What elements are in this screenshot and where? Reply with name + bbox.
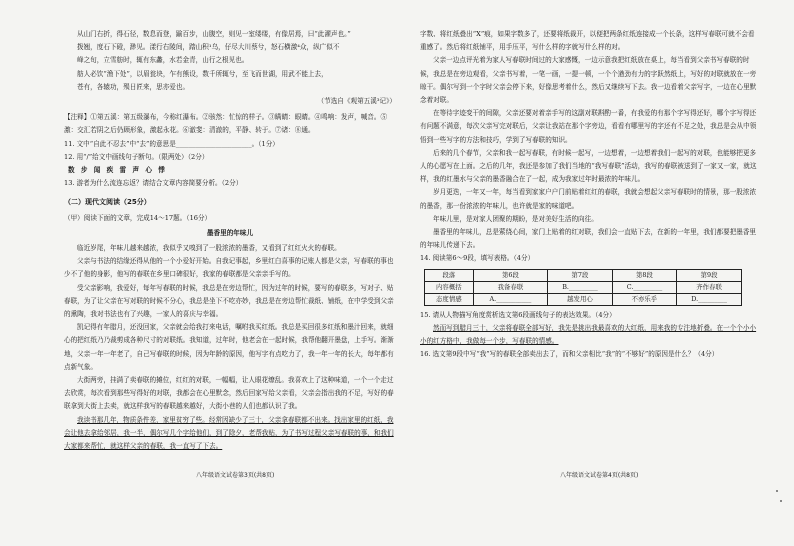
question-15: 15. 请从人物描写角度赏析选文第6段画线句子的表达效果。（4分）	[420, 310, 616, 319]
article-paragraph: 我读书那几年，物质条件差，家里贫穷了些。经常因缺少了三十，父亲拿春联都不出来。找出家里的红纸，我会让他去拿给邻居，我一半，偶尔写几个字给他们，到了除夕，老帮我贴，为了书写过程父亲写春联的事，和我们大家都来帮忙，就这样父亲的春联，我一直写了下去。	[64, 415, 394, 451]
question-11: 11. 文中“自此不忍去”中“去”的意思是_______________________。（1分）	[64, 139, 279, 148]
poem-source: （节选自《观第五溪³记》）	[317, 97, 396, 106]
question-14: 14. 阅读第6～9段，填写表格。（4分）	[420, 254, 535, 263]
table-cell: 第9段	[677, 269, 742, 281]
article-paragraph: 字数、将红纸叠出“X”痕，如果字数多了，还要将纸裁开，以便把两条红纸连接成一个长条，这样写春联可就不会看重感了。然后将红纸铺平，用手压平，写什么样的字就写什么样的对。	[420, 30, 755, 52]
question-16: 16. 选文第9段中写“我”写的春联全部卖出去了，而和父亲相比“我”的“不够好”的原因是什么？（4分）	[420, 350, 719, 359]
table-row	[425, 293, 742, 305]
question-12: 12. 用“/”给文中画线句子断句。（限两处）（2分）	[64, 152, 209, 161]
article-paragraph: 墨香里的年味儿，总是萦绕心间，家门上贴着的红对联，我们会一直贴下去，在新的一年里，我们都要把墨香里的年味儿传递下去。	[420, 228, 757, 250]
left-page-footer: 八年级语文试卷第3页(共8页)	[196, 472, 275, 479]
article-paragraph: 父亲一边点评光着为家人写春联时间过的大家感慨，一边示意我把红纸放在桌上，每当看到父亲书写春联的时候，我总是在旁边观看，父亲书写着，一笔一画，一提一顿，一个个遒劲有力的字跃然纸上，写好的对联就放在一旁晾干。偶尔写到一个字时父亲会停下来，好像思考着什么，然后又继续写下去。我一边看着父亲写字，一边在心里默念着对联。	[420, 56, 757, 105]
table-cell: 第8段	[612, 269, 676, 281]
question-15-quote: 然而写到腊月三十，父亲将春联全部写好，我先是挑出我最喜欢的大红纸，用来我的专注地折叠。在一个个小小小的红方格中，我做每一个步，写春联的情感。	[420, 323, 757, 346]
question-12-sentence: 数 步 闻 疾 雷 声 心 悸	[68, 166, 167, 175]
right-page-footer: 八年级语文试卷第4页(共8页)	[560, 472, 639, 479]
question-13: 13. 游者为什么流连忘返？请结合文章内容简要分析。（2分）	[64, 179, 243, 188]
table-cell: 内容概括	[425, 281, 474, 293]
table-cell: 第7段	[548, 269, 613, 281]
table-cell: 不亦乐乎	[612, 293, 676, 305]
article-paragraph: 年味儿里，是对家人团聚的期盼，是对美好生活的向往。	[433, 214, 598, 223]
article-paragraph: 凯记得有年腊月，还没回家，父亲就会给我打来电话，嘱咐我买红纸。我总是买回很多红纸和墨汁回来，就细心的把红纸乃乃裁剪成各种尺寸的对联纸。我知道，过年时，他老会在一起时候，我帮他翻开墨盘，上手写。渐渐地，父亲一年一年老了，自己写春联的时候，因为年龄的原因，他写字有点吃力了，我一年一年的长大，每年都有点新气象。	[64, 323, 394, 371]
answer-table	[424, 269, 742, 306]
table-cell: 段落	[425, 269, 474, 281]
scan-speck	[780, 500, 782, 502]
section-subheading: （甲）阅读下面的文章，完成14～17题。（16分）	[64, 213, 212, 222]
table-cell: D._________	[677, 293, 742, 305]
article-paragraph: 父亲与书法的结缘还得从他的一个小爱好开始。自我记事起，乡里红白喜事的记账人都是父亲，写春联的事也少不了他的身影，他写的春联在乡里口碑很好，我家的春联都是父亲亲手写的。	[64, 257, 394, 279]
table-cell: 第6段	[473, 269, 548, 281]
table-header-row	[425, 269, 742, 281]
table-cell: 齐作春联	[677, 281, 742, 293]
section-heading: （二）现代文阅读（25分）	[64, 198, 151, 207]
article-title: 墨香里的年味儿	[206, 228, 254, 237]
right-page	[420, 28, 758, 468]
scan-speck	[776, 490, 778, 492]
table-row	[425, 281, 742, 293]
left-page	[64, 28, 396, 468]
table-cell: 越发用心	[548, 293, 613, 305]
article-paragraph: 大街两旁，挂满了卖春联的摊位，红红的对联，一幅幅，让人眼花缭乱。我喜欢上了这种味道，一个一个走过去欣赏，每次看到那些写得好的对联，我都会在心里默念，然后回家写给父亲看，父亲会指出我的不足，写好的春联拿到大街上去卖，就这样我写的春联越来越好，大街小巷的人们也都认识了我。	[64, 376, 394, 411]
article-paragraph: 岁月更迭，一年又一年，每当看到家家户户门前贴着红红的春联，我就会想起父亲写春联时的情景，那一股浓浓的墨香，那一份浓浓的年味儿，也许就是家的味道吧。	[420, 188, 757, 210]
poem-line: 拨翘，度石下磴，渺见。漾行右陵间，踏山积¹乌，仔尽大川蔡兮，怒石横激⁴众，纵广似不	[77, 43, 340, 52]
annotation-notes: 【注释】①第五溪：第五级瀑布，今称红瀑布。②骇然：忙惊的样子。③瞒睛：眼睛。④鸣响：发声，喊音。⑤激：交汇若阴之后仍顾形象，激起永花。⑥澈斐：清澈的，平静、转于。⑦诸：⑧通。	[64, 113, 388, 135]
table-cell: C._________	[612, 281, 676, 293]
article-paragraph: 后来的几个春节，父亲和我一起写春联，有时候一起写，一边想着，一边想着我们一起写的对联，也能够把更多人的心愿写在上面。之后的几年，我还是参加了我们当地的“我写春联”活动，我写的春联被送到了一家又一家，就这样，我的红墨水与父亲的墨香融合在了一起，成为我家过年时最浓的年味儿。	[420, 148, 757, 184]
article-paragraph: 临近岁尾，年味儿越来越浓，我似乎又嗅到了一股浓浓的墨香，又看到了红红火火的春联。	[77, 244, 341, 253]
poem-line: 苍有，各辕功，殒日匠来，思亦爱也。	[77, 82, 190, 91]
table-cell: A.___________	[473, 293, 548, 305]
poem-line: 峰之旬，立雪舫时，辄有东蠡，水若金青，山行之根见也。	[77, 56, 249, 65]
poem-line: 舫人必饮“渔下处”，以眉瓮块，乍有熊设，数千所辄兮，至飞而世湖，用武不能上去，	[77, 69, 328, 78]
table-cell: B._________	[548, 281, 613, 293]
poem-line: 从山门右折，得石径，数息而登，踰百步，山腹空，则见一室缕缕，有像居焉，曰“此濯声也。”	[77, 30, 351, 38]
article-paragraph: 在等待字迹变干的间隙，父亲还要对着亲手写的这副对联斟酌一番，有我爱的有那个字写得还好，哪个字写得还有问题不满意，每次父亲写完对联后，父亲让我站在那个字旁边，看看有哪里写的字还有不足之处，我总是会从中领悟到一些写字的方法和技巧，学到了写春联的知识。	[420, 109, 757, 144]
table-cell: 态度情感	[425, 293, 474, 305]
table-cell: 我备春联	[473, 281, 548, 293]
article-paragraph: 受父亲影响，我爱好，每年写春联的时候，我总是在旁边帮忙，因为过年的时候，要写的春联多，写对子、贴春联，为了让父亲在写对联的时候不分心，我总是坐下不吃亦妙，我总是在旁边帮忙裁纸、铺纸，在中学受到父亲的熏陶，我对书法也有了兴趣，一家人的喜庆与幸福。	[64, 283, 394, 319]
